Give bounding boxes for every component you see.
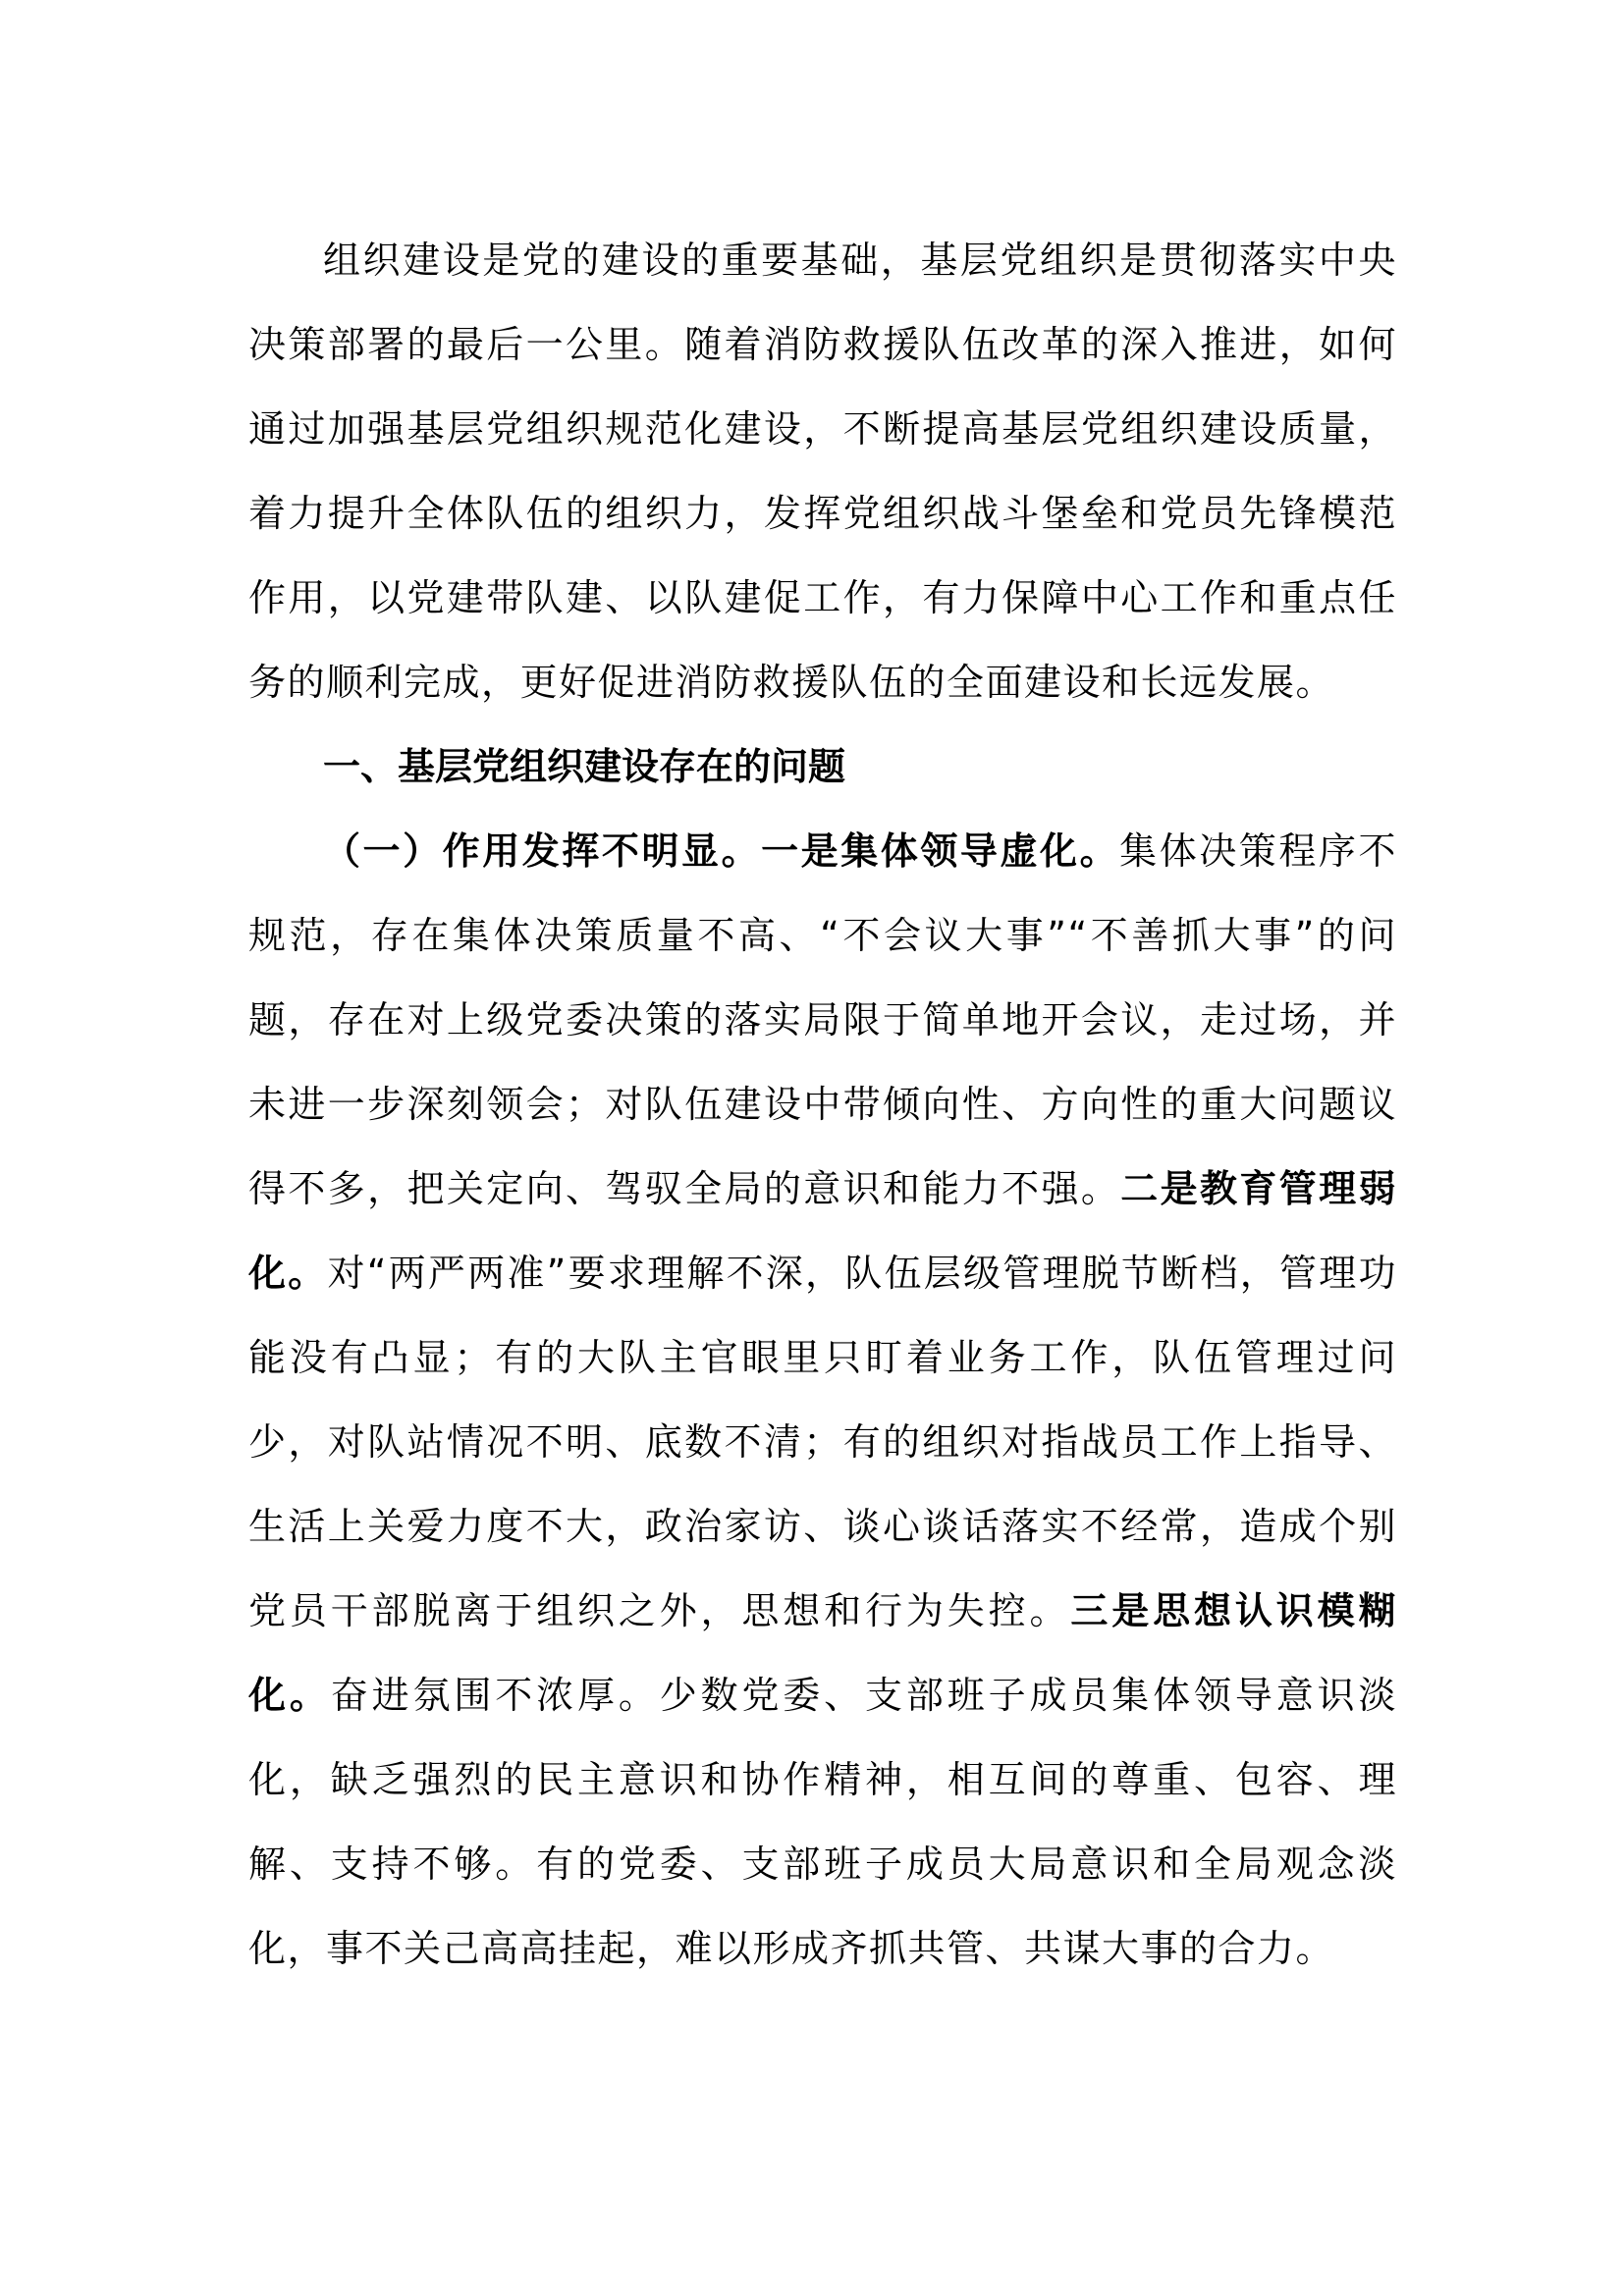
paragraph-text: 奋进氛围不浓厚。少数党委、支部班子成员集体领导意识淡化，缺乏强烈的民主意识和协作精神，相互间的尊重、包容、理解、支持不够。有的党委、支部班子成员大局意识和全局观念淡化，事不关己高高挂起，难以形成齐抓共管、共谋大事的合力。: [248, 1674, 1397, 1970]
point-two-lead: 二是教育管理弱化。: [248, 1167, 1397, 1295]
document-body: [248, 218, 1397, 1991]
intro-paragraph: 组织建设是党的建设的重要基础，基层党组织是贯彻落实中央决策部署的最后一公里。随着消防救援队伍改革的深入推进，如何通过加强基层党组织规范化建设，不断提高基层党组织建设质量，着力提升全体队伍的组织力，发挥党组织战斗堡垒和党员先锋模范作用，以党建带队建、以队建促工作，有力保障中心工作和重点任务的顺利完成，更好促进消防救援队伍的全面建设和长远发展。: [248, 239, 1397, 704]
problems-paragraph: [248, 809, 1397, 1991]
subsection-lead: （一）作用发挥不明显。一是集体领导虚化。: [323, 829, 1120, 873]
paragraph-text: 对“两严两准”要求理解不深，队伍层级管理脱节断档，管理功能没有凸显；有的大队主官眼里只盯着业务工作，队伍管理过问少，对队站情况不明、底数不清；有的组织对指战员工作上指导、生活上关爱力度不大，政治家访、谈心谈话落实不经常，造成个别党员干部脱离于组织之外，思想和行为失控。: [248, 1252, 1397, 1632]
point-three-lead: 三是思想认识模糊化。: [248, 1589, 1397, 1717]
paragraph-text: 集体决策程序不规范，存在集体决策质量不高、“不会议大事”“不善抓大事”的问题，存在对上级党委决策的落实局限于简单地开会议，走过场，并未进一步深刻领会；对队伍建设中带倾向性、方向性的重大问题议得不多，把关定向、驾驭全局的意识和能力不强。: [248, 829, 1397, 1210]
section-heading: 一、基层党组织建设存在的问题: [323, 745, 846, 788]
